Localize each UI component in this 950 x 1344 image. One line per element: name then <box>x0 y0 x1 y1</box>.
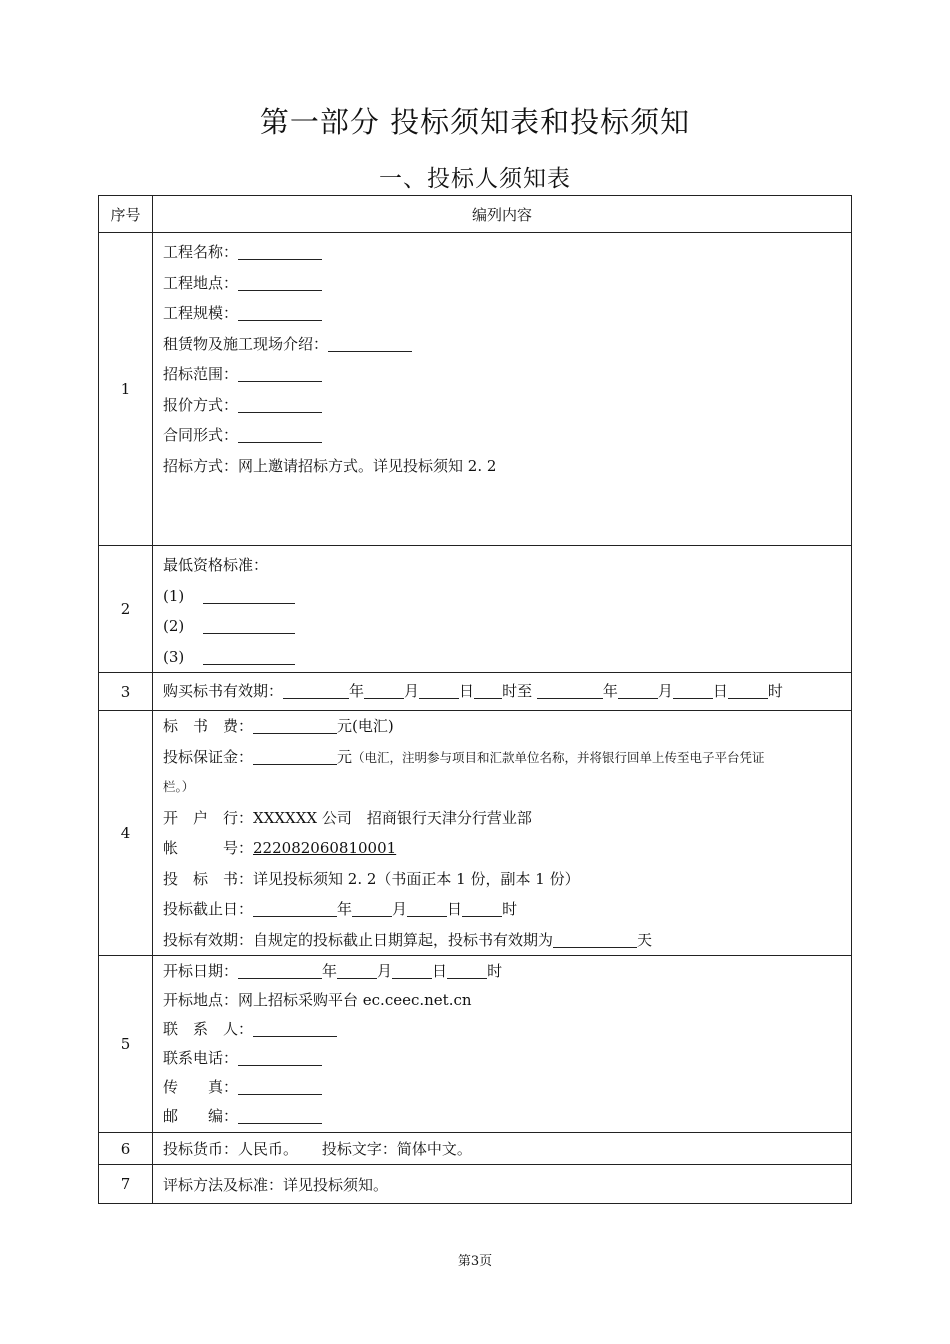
item-blank <box>203 615 295 634</box>
item-number: (2) <box>163 617 185 635</box>
field-line <box>163 329 851 360</box>
row-number: 3 <box>99 673 153 711</box>
table-row <box>99 673 852 711</box>
day-blank <box>392 960 432 979</box>
year-label: 年 <box>337 900 353 918</box>
field-line <box>163 803 851 834</box>
year-label: 年 <box>322 962 338 980</box>
deposit-label: 投标保证金： <box>163 747 254 766</box>
col-no-header: 序号 <box>99 196 153 233</box>
project-scale-blank <box>238 302 322 321</box>
docs-label: 投 标 书： <box>163 869 254 888</box>
project-name-label: 工程名称： <box>163 243 239 261</box>
open-place-line: 开标地点：网上招标采购平台 ec.ceec.net.cn <box>163 991 472 1009</box>
project-name-blank <box>238 241 322 260</box>
month-label: 月 <box>404 682 420 701</box>
postcode-blank <box>238 1105 322 1124</box>
row-number: 6 <box>99 1133 153 1165</box>
field-line <box>163 925 851 956</box>
site-intro-label: 租赁物及施工现场介绍： <box>163 334 329 353</box>
month-label: 月 <box>377 962 393 980</box>
month-blank <box>618 680 658 699</box>
table-header-row <box>99 196 852 233</box>
deposit-note: （电汇，注明参与项目和汇款单位名称，并将银行回单上传至电子平台凭证 <box>352 749 765 765</box>
day-blank <box>407 898 447 917</box>
row-content <box>153 233 852 546</box>
item-blank <box>203 585 295 604</box>
hour-label: 时 <box>487 962 503 980</box>
row-content <box>153 546 852 673</box>
project-scale-label: 工程规模： <box>163 304 239 322</box>
tender-method-line: 招标方式：网上邀请招标方式。详见投标须知 2. 2 <box>163 456 497 475</box>
list-item <box>163 642 851 673</box>
row-number: 2 <box>99 546 153 673</box>
currency-text: 投标货币：人民币。 <box>163 1140 299 1158</box>
field-line <box>163 1102 851 1131</box>
list-item <box>163 581 851 612</box>
field-line <box>163 864 851 895</box>
validity-text: 投标有效期：自规定的投标截止日期算起，投标书有效期为 <box>163 930 554 949</box>
row-number: 1 <box>99 233 153 546</box>
field-line <box>163 1073 851 1102</box>
account-label: 帐 号： <box>163 839 254 857</box>
page-title: 第一部分 投标须知表和投标须知 <box>259 105 691 139</box>
day-blank <box>419 680 459 699</box>
row-number: 4 <box>99 711 153 956</box>
quote-method-blank <box>238 394 322 413</box>
hour-blank <box>728 680 768 699</box>
bank-label: 开 户 行： <box>163 808 254 827</box>
fax-label: 传 真： <box>163 1078 239 1096</box>
bid-scope-blank <box>238 363 322 382</box>
open-date-label: 开标日期： <box>163 962 239 980</box>
row-content <box>153 956 852 1133</box>
purchase-validity-line <box>163 676 851 707</box>
day-blank <box>673 680 713 699</box>
year-blank <box>238 960 322 979</box>
project-location-blank <box>238 272 322 291</box>
table-row <box>99 1133 852 1165</box>
year-label: 年 <box>349 682 365 701</box>
year-label: 年 <box>602 682 618 701</box>
year-blank <box>537 680 603 699</box>
item-number: (1) <box>163 586 185 605</box>
field-line <box>163 833 851 864</box>
fee-blank <box>253 715 337 734</box>
row-content <box>153 711 852 956</box>
month-blank <box>337 960 377 979</box>
hour-blank <box>474 680 502 699</box>
year-blank <box>283 680 349 699</box>
field-line <box>163 742 851 773</box>
col-content-header: 编列内容 <box>153 196 852 233</box>
day-label: 日 <box>459 682 475 701</box>
table-row <box>99 711 852 956</box>
field-line <box>163 420 851 451</box>
item-blank <box>203 646 295 665</box>
qualification-title: 最低资格标准： <box>163 556 269 574</box>
field-line <box>163 1044 851 1073</box>
fax-blank <box>238 1076 322 1095</box>
deadline-label: 投标截止日： <box>163 900 254 918</box>
phone-label: 联系电话： <box>163 1049 239 1067</box>
field-line <box>163 1015 851 1044</box>
postcode-label: 邮 编： <box>163 1107 239 1125</box>
field-line <box>163 711 851 742</box>
contract-form-blank <box>238 424 322 443</box>
quote-method-label: 报价方式： <box>163 395 239 414</box>
validity-blank <box>553 929 637 948</box>
bank-value: XXXXXX 公司 招商银行天津分行营业部 <box>253 808 532 827</box>
table-row <box>99 956 852 1133</box>
contract-form-label: 合同形式： <box>163 426 239 444</box>
day-label: 日 <box>712 682 728 701</box>
hour-label: 时 <box>767 682 783 701</box>
row-content <box>153 1133 852 1165</box>
field-line <box>163 298 851 329</box>
field-line <box>163 237 851 268</box>
month-label: 月 <box>392 900 408 918</box>
month-blank <box>352 898 392 917</box>
page-number: 第3页 <box>457 1254 493 1269</box>
deposit-unit: 元 <box>337 747 353 766</box>
row-number: 7 <box>99 1165 153 1204</box>
row-content: 评标方法及标准：详见投标须知。 <box>153 1165 852 1204</box>
hour-blank <box>447 960 487 979</box>
field-line <box>163 894 851 925</box>
fee-unit: 元(电汇) <box>337 717 394 735</box>
table-row <box>99 546 852 673</box>
contact-label: 联 系 人： <box>163 1020 254 1038</box>
table-row <box>99 233 852 546</box>
row-number: 5 <box>99 956 153 1133</box>
hour-blank <box>462 898 502 917</box>
bid-scope-label: 招标范围： <box>163 365 239 383</box>
phone-blank <box>238 1047 322 1066</box>
deposit-note-continued: 栏。） <box>163 779 195 794</box>
docs-value: 详见投标须知 2. 2（书面正本 1 份，副本 1 份） <box>253 869 580 888</box>
month-blank <box>364 680 404 699</box>
day-label: 日 <box>432 962 448 980</box>
bidder-notice-table <box>98 195 852 1204</box>
hour-label: 时 <box>502 900 518 918</box>
row-content <box>153 673 852 711</box>
account-value: 222082060810001 <box>253 839 397 857</box>
section-title: 一、投标人须知表 <box>379 166 571 192</box>
item-number: (3) <box>163 647 185 666</box>
language-text: 投标文字：简体中文。 <box>321 1140 472 1158</box>
purchase-validity-label: 购买标书有效期： <box>163 682 284 701</box>
deposit-blank <box>253 746 337 765</box>
contact-blank <box>253 1018 337 1037</box>
year-blank <box>253 898 337 917</box>
validity-unit: 天 <box>637 930 653 949</box>
list-item <box>163 611 851 642</box>
project-location-label: 工程地点： <box>163 273 239 292</box>
hour-label: 时至 <box>502 682 533 701</box>
site-intro-blank <box>328 333 412 352</box>
fee-label: 标 书 费： <box>163 717 254 735</box>
day-label: 日 <box>447 900 463 918</box>
field-line <box>163 359 851 390</box>
field-line <box>163 268 851 299</box>
table-row <box>99 1165 852 1204</box>
field-line <box>163 390 851 421</box>
month-label: 月 <box>657 682 673 701</box>
field-line <box>163 957 851 986</box>
